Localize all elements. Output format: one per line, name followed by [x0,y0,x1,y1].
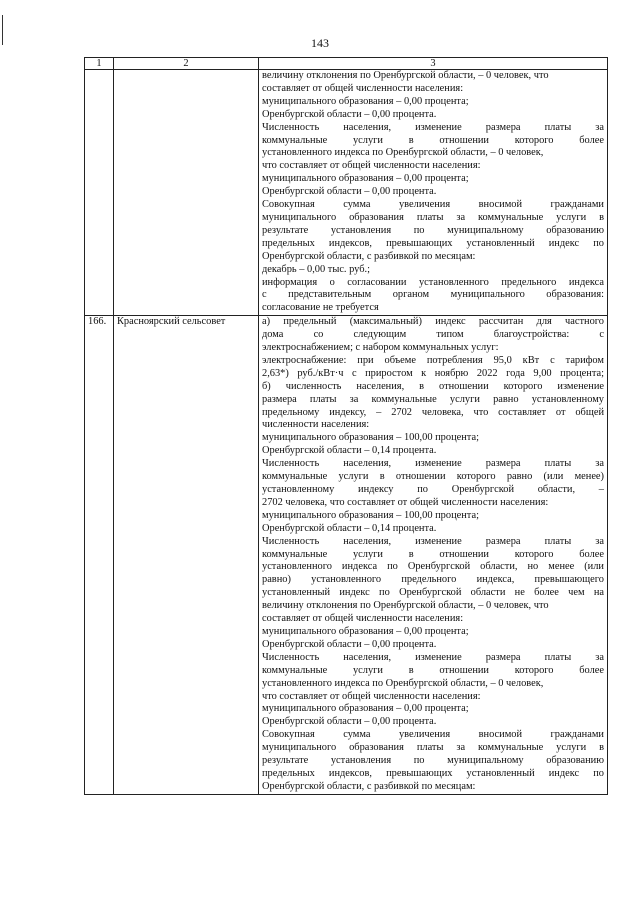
text-line: что составляет от общей численности населения: [262,690,481,702]
text-line: муниципального образования – 100,00 процента; [262,509,479,521]
text-line: с представительным органом муниципального образования: [262,289,604,301]
text-line: муниципального образования – 0,00 процента; [262,95,469,107]
text-line: муниципального образования платы за коммунальные услуги в [262,211,604,223]
text-line: муниципального образования – 0,00 процента; [262,703,469,715]
description-cell [259,316,608,795]
text-line: установленного индекса по Оренбургской области, – 0 человек, [262,677,544,689]
text-line: декабрь – 0,00 тыс. руб.; [262,263,371,275]
text-line: коммунальные услуги в отношении которого более [262,134,604,146]
table-header-row [85,58,608,70]
text-line: Оренбургской области, с разбивкой по месяцам: [262,780,476,792]
text-line: согласование не требуется [262,302,379,314]
text-line: составляет от общей численности населения: [262,613,464,625]
text-line: Оренбургской области – 0,00 процента. [262,716,437,728]
text-line: установленного индекса по Оренбургской области, но менее (или [262,561,604,573]
text-line: а) предельный (максимальный) индекс рассчитан для частного [262,316,604,328]
column-header: 3 [259,58,608,70]
text-line: Оренбургской области – 0,14 процента. [262,522,437,534]
text-line: Численность населения, изменение размера платы за [262,458,604,470]
text-line: величину отклонения по Оренбургской области, – 0 человек, что [262,70,549,81]
row-number [85,70,114,316]
text-line: электроснабжение: при объеме потребления 95,0 кВт с тарифом [262,354,604,366]
description-cell [259,70,608,316]
text-line: размера платы за коммунальные услуги равно установленному [262,393,604,405]
text-line: муниципального образования платы за коммунальные услуги в [262,742,604,754]
text-line: коммунальные услуги в отношении которого более [262,548,604,560]
text-line: Численность населения, изменение размера платы за [262,535,604,547]
text-line: предельных индексов, превышающих установленный индекс по [262,767,604,779]
text-line: результате установления по муниципальному образованию [262,224,604,236]
table-row [85,316,608,795]
column-header: 1 [85,58,114,70]
text-line: Численность населения, изменение размера платы за [262,651,604,663]
text-line: предельному индексу, – 2702 человека, что составляет от общей [262,406,604,418]
text-line: Совокупная сумма увеличения вносимой гражданами [262,199,604,211]
table-row [85,70,608,316]
text-line: 2702 человека, что составляет от общей численности населения: [262,496,549,508]
text-line: электроснабжением; с набором коммунальных услуг: [262,342,499,354]
text-line: Численность населения, изменение размера платы за [262,121,604,133]
municipality-name: Красноярский сельсовет [114,316,259,795]
text-line: установленного индекса по Оренбургской области, – 0 человек, [262,147,544,159]
text-line: Оренбургской области – 0,00 процента. [262,638,437,650]
text-line: результате установления по муниципальному образованию [262,755,604,767]
index-table [84,57,608,795]
text-line: коммунальные услуги в отношении которого более [262,664,604,676]
text-line: что составляет от общей численности населения: [262,160,481,172]
text-line: установленному индексу по Оренбургской области, – [262,484,604,495]
text-line: Оренбургской области, с разбивкой по месяцам: [262,250,476,262]
text-line: численности населения: [262,419,370,431]
column-header: 2 [114,58,259,70]
text-line: Оренбургской области – 0,00 процента. [262,186,437,198]
text-line: 2,63*) руб./кВт·ч с приростом к ноябрю 2022 года 9,00 процента; [262,367,604,379]
text-line: муниципального образования – 0,00 процента; [262,173,469,185]
text-line: величину отклонения по Оренбургской области, – 0 человек, что [262,600,549,612]
text-line: информация о согласовании установленного предельного индекса [262,276,604,288]
page-number: 143 [311,36,329,50]
text-line: Оренбургской области – 0,14 процента. [262,445,437,457]
text-line: равно) установленного предельного индекса, превышающего [262,574,604,586]
text-line: муниципального образования – 100,00 процента; [262,432,479,444]
text-line: дома со следующим типом благоустройства: с [262,329,604,341]
text-line: составляет от общей численности населения: [262,82,464,94]
municipality-name [114,70,259,316]
text-line: Оренбургской области – 0,00 процента. [262,108,437,120]
text-line: б) численность населения, в отношении которого изменение [262,380,604,392]
text-line: предельных индексов, превышающих установленный индекс по [262,237,604,249]
text-line: Совокупная сумма увеличения вносимой гражданами [262,729,604,741]
row-number: 166. [85,316,114,795]
text-line: установленный индекс по Оренбургской области не более чем на [262,587,604,599]
text-line: муниципального образования – 0,00 процента; [262,625,469,637]
text-line: коммунальные услуги в отношении которого равно (или менее) [262,471,604,483]
